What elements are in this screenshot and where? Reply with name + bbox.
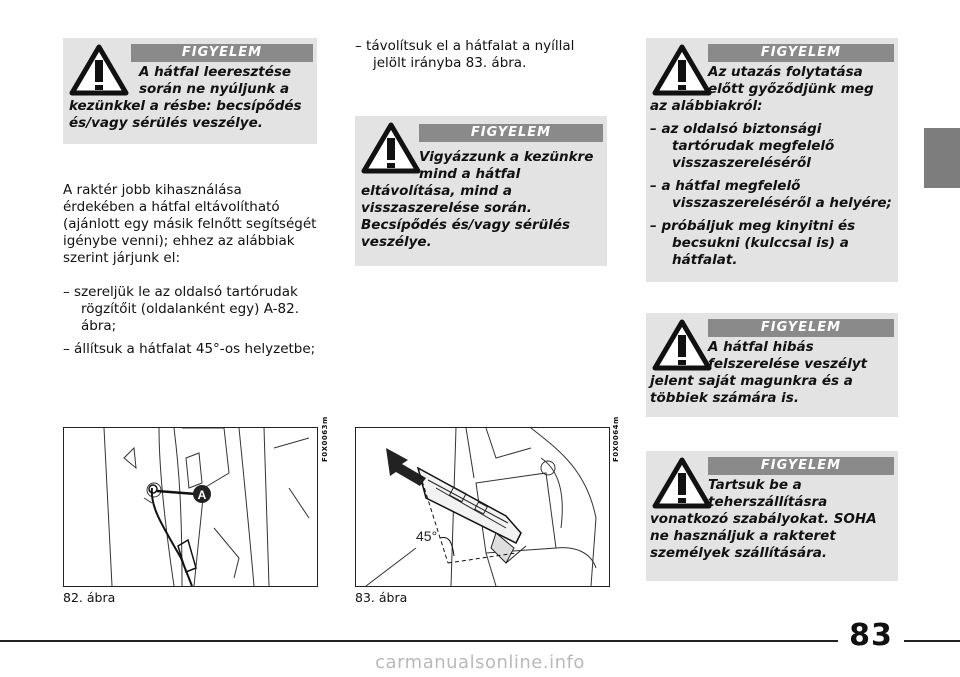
angle-label: 45° bbox=[416, 528, 438, 544]
step-list bbox=[63, 284, 323, 358]
page-number: 83 bbox=[849, 618, 893, 653]
warning-triangle-icon bbox=[361, 122, 421, 174]
warning-text: Tartsuk be a teherszállításra bbox=[708, 477, 828, 510]
intro-paragraph: A raktér jobb kihasználása érdekében a hátfal eltávolítható (ajánlott egy másik felnőtt segítségét igénybe venni); ehhez az alábbiak szerint járjunk el: bbox=[63, 182, 317, 266]
figure-83-illustration bbox=[356, 428, 609, 586]
warning-text: Vigyázzunk a kezünkre mind a hátfal bbox=[419, 149, 594, 182]
footer-rule-left bbox=[0, 640, 838, 642]
warning-triangle-icon bbox=[652, 457, 712, 509]
warning-triangle-icon bbox=[652, 319, 712, 371]
callout-label: A bbox=[197, 488, 207, 502]
warning-header: FIGYELEM bbox=[708, 319, 894, 337]
figure-82-illustration bbox=[64, 428, 317, 586]
warning-header: FIGYELEM bbox=[708, 457, 894, 475]
warning-triangle-icon bbox=[652, 44, 712, 96]
warning-box-4 bbox=[646, 313, 898, 417]
step-item-1: – szereljük le az oldalsó tartórudak rögzítőit (oldalanként egy) A-82. ábra; bbox=[63, 284, 299, 334]
warning-text: Az utazás folytatása előtt győződjünk meg bbox=[708, 64, 874, 97]
figure-code: F0X0064m bbox=[612, 416, 620, 462]
warning-header: FIGYELEM bbox=[708, 44, 894, 62]
warning-box-2 bbox=[355, 116, 607, 266]
warning-text-cont: kezünkkel a résbe: becsípődés és/vagy sérülés veszélye. bbox=[69, 98, 302, 131]
warning-header: FIGYELEM bbox=[131, 44, 313, 62]
warning-box-3 bbox=[646, 38, 898, 282]
warning-triangle-icon bbox=[69, 44, 129, 96]
figure-82 bbox=[63, 427, 318, 587]
warning-box-1 bbox=[63, 38, 317, 144]
figure-caption: 82. ábra bbox=[63, 590, 116, 605]
warning-list-item: – próbáljuk meg kinyitni és becsukni (kulccsal is) a hátfalat. bbox=[650, 218, 856, 268]
watermark: carmanualsonline.info bbox=[375, 652, 585, 673]
figure-83 bbox=[355, 427, 610, 587]
warning-header: FIGYELEM bbox=[419, 124, 603, 142]
warning-box-5 bbox=[646, 451, 898, 581]
warning-list-item: – a hátfal megfelelő visszaszereléséről a helyére; bbox=[650, 178, 892, 211]
warning-list-item: – az oldalsó biztonsági tartórudak megfelelő visszaszereléséről bbox=[650, 121, 835, 171]
warning-text: A hátfal hibás felszerelése veszélyt bbox=[708, 339, 868, 372]
section-tab bbox=[924, 128, 960, 188]
warning-text-cont: jelent saját magunkra és a többiek számára is. bbox=[650, 373, 853, 406]
warning-text-cont: eltávolítása, mind a visszaszerelése során. Becsípődés és/vagy sérülés veszélye. bbox=[361, 183, 571, 250]
figure-code: F0X0063m bbox=[321, 416, 329, 462]
step-item-3: – távolítsuk el a hátfalat a nyíllal jelölt irányba 83. ábra. bbox=[355, 38, 575, 71]
footer-rule-right bbox=[904, 640, 960, 642]
warning-text-cont: az alábbiakról: – az oldalsó biztonsági tartórudak megfelelő visszaszereléséről – a hátfal megfelelő visszaszereléséről a helyére; – próbáljuk meg kinyitni és becsukni (kulccsal is) a hátfalat. bbox=[650, 98, 894, 269]
figure-caption: 83. ábra bbox=[355, 590, 408, 605]
warning-text-cont: vonatkozó szabályokat. SOHA ne használjuk a rakteret személyek szállítására. bbox=[650, 511, 877, 561]
warning-text: A hátfal leeresztése során ne nyúljunk a bbox=[139, 64, 292, 97]
step-item-2: – állítsuk a hátfalat 45°-os helyzetbe; bbox=[63, 341, 316, 357]
